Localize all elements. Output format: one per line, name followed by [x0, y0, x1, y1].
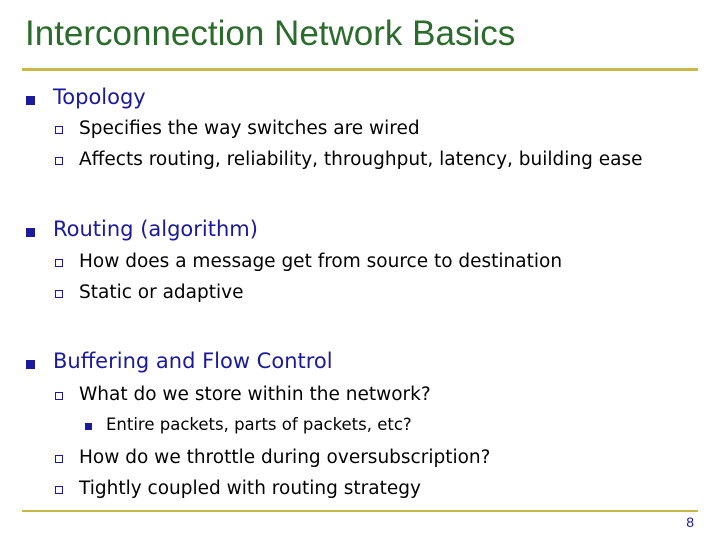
bullet-square-icon: [26, 360, 35, 369]
footer-rule: [22, 510, 698, 512]
bullet-box-icon: [55, 126, 63, 134]
bullet-box-icon: [55, 455, 63, 463]
bullet-small-square-icon: [85, 423, 92, 430]
bullet-box-icon: [55, 290, 63, 298]
buffering-item: How do we throttle during oversubscription?: [79, 447, 491, 468]
buffering-heading: Buffering and Flow Control: [53, 349, 333, 373]
buffering-subitem: Entire packets, parts of packets, etc?: [106, 415, 412, 434]
routing-item: Static or adaptive: [79, 282, 244, 303]
buffering-item: What do we store within the network?: [79, 384, 431, 405]
bullet-square-icon: [26, 96, 35, 105]
topology-item: Specifies the way switches are wired: [79, 118, 420, 139]
buffering-item: Tightly coupled with routing strategy: [79, 478, 421, 499]
page-number: 8: [686, 514, 694, 530]
topology-heading: Topology: [53, 85, 146, 109]
bullet-box-icon: [55, 392, 63, 400]
title-underline: [22, 68, 698, 71]
routing-heading: Routing (algorithm): [53, 217, 258, 241]
bullet-box-icon: [55, 259, 63, 267]
routing-item: How does a message get from source to destination: [79, 251, 563, 272]
bullet-square-icon: [26, 228, 35, 237]
topology-item: Affects routing, reliability, throughput, latency, building ease: [79, 149, 643, 170]
slide-title: Interconnection Network Basics: [25, 14, 516, 53]
bullet-box-icon: [55, 486, 63, 494]
bullet-box-icon: [55, 157, 63, 165]
